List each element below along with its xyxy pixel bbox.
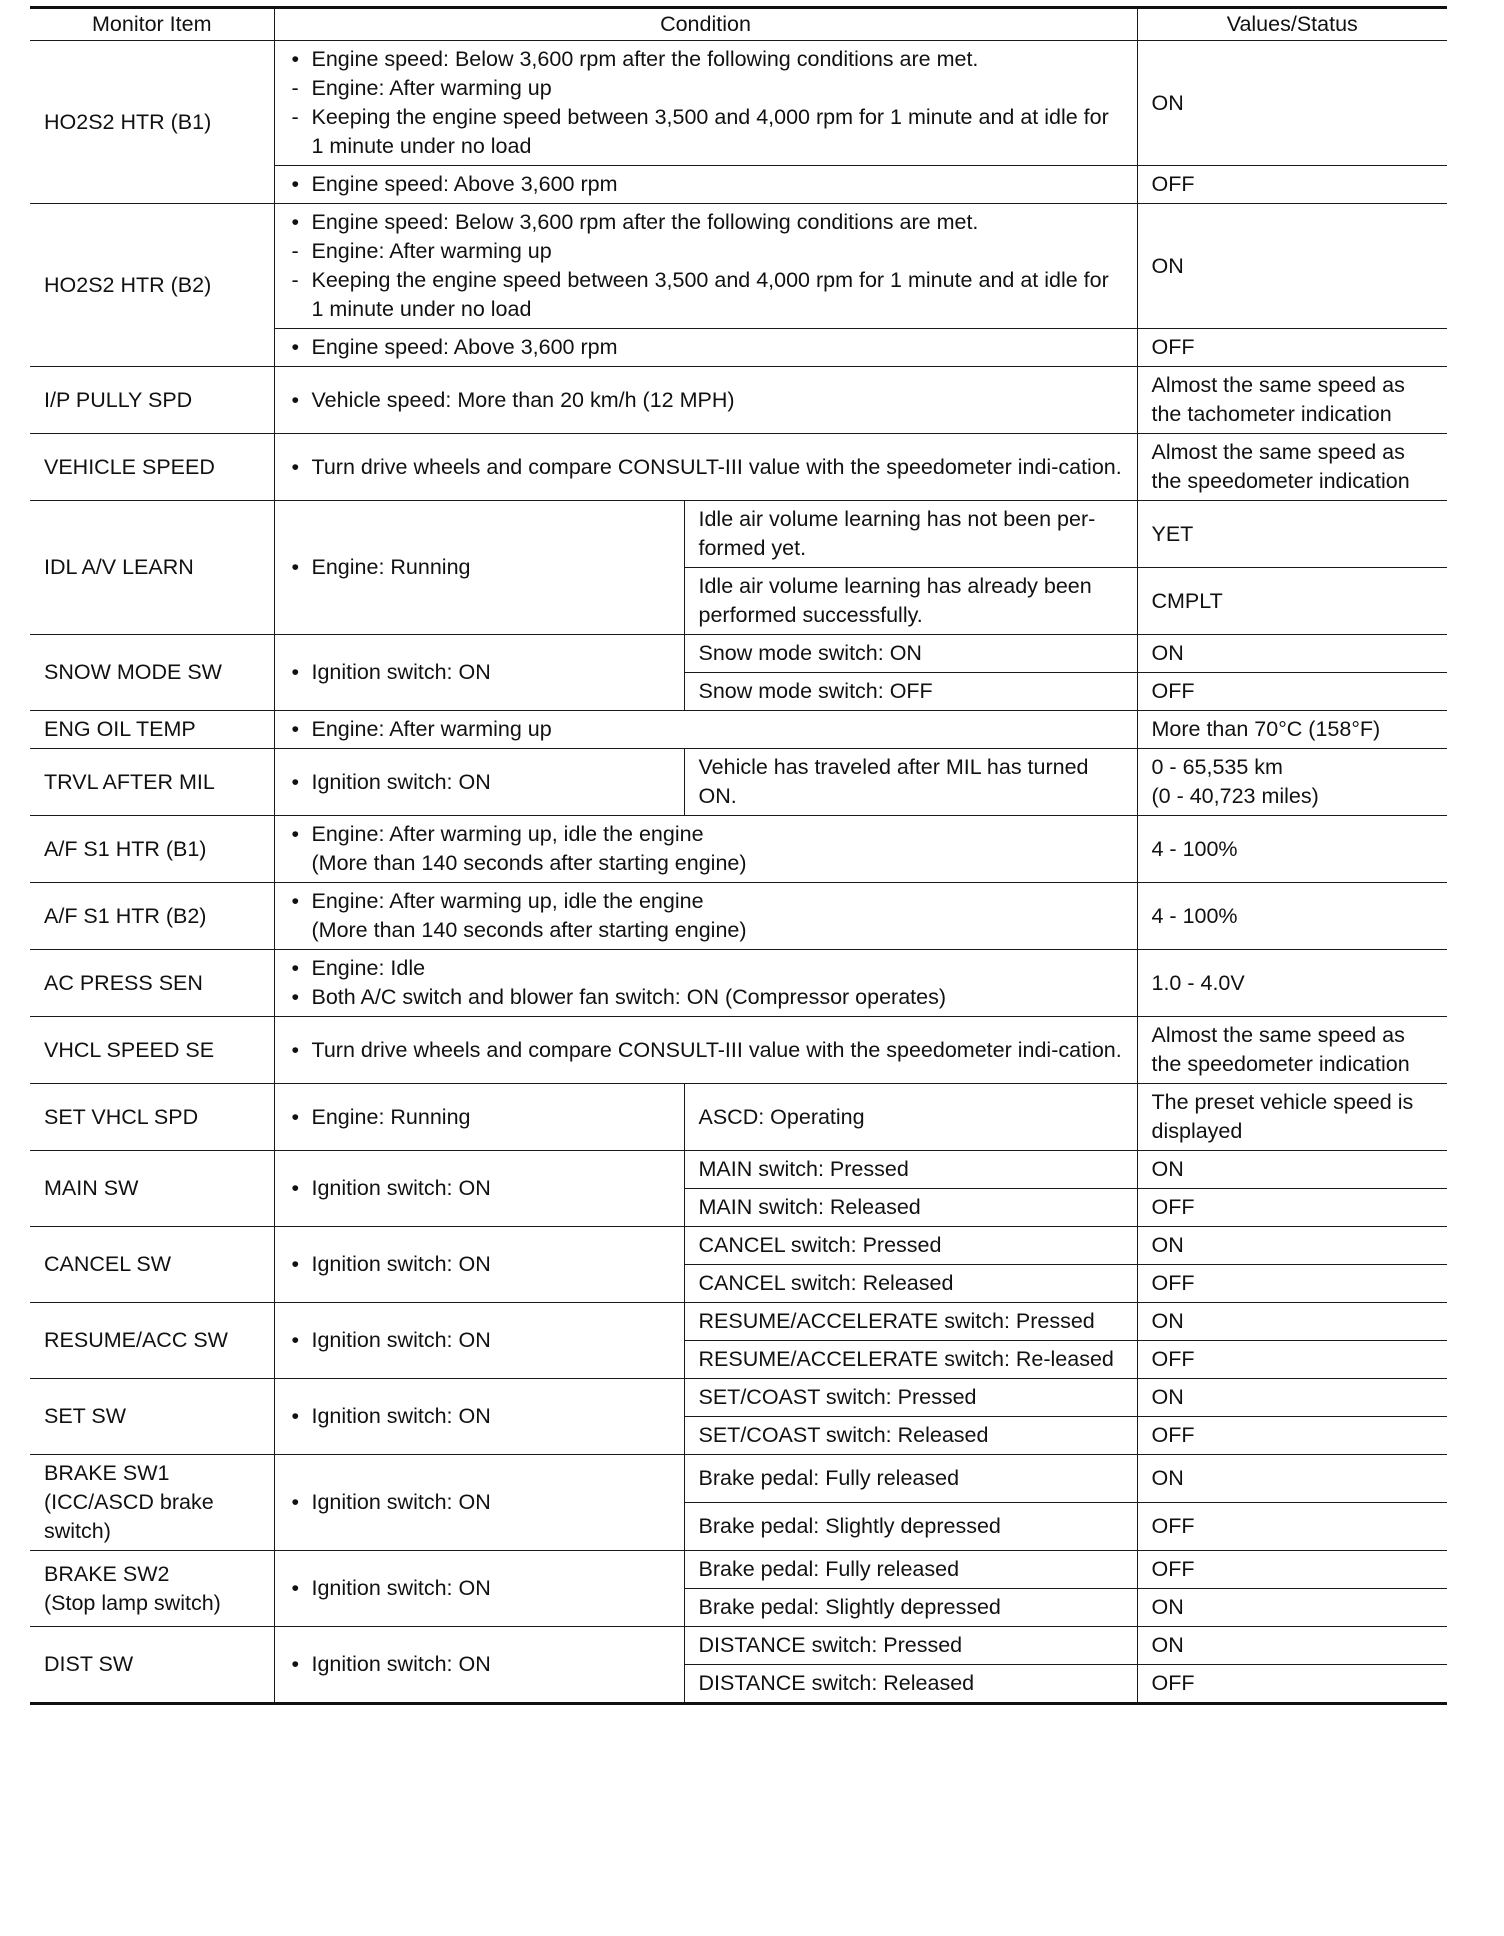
monitor-item: AC PRESS SEN <box>30 950 274 1017</box>
sub-condition-cell: Brake pedal: Slightly depressed <box>684 1589 1137 1627</box>
value-cell: CMPLT <box>1137 568 1447 635</box>
sub-condition-cell: MAIN switch: Pressed <box>684 1151 1137 1189</box>
value-cell: 4 - 100% <box>1137 816 1447 883</box>
monitor-item: SET VHCL SPD <box>30 1084 274 1151</box>
condition-line: - Engine: After warming up <box>289 237 1123 266</box>
value-cell: ON <box>1137 1303 1447 1341</box>
condition-line: • Engine: After warming up, idle the engine (More than 140 seconds after starting engine) <box>289 887 1123 945</box>
condition-line: • Engine: Idle <box>289 954 1123 983</box>
condition-cell <box>274 1227 684 1303</box>
condition-line: • Ignition switch: ON <box>289 768 670 797</box>
sub-condition-cell: RESUME/ACCELERATE switch: Re-leased <box>684 1341 1137 1379</box>
sub-condition-cell: Vehicle has traveled after MIL has turned ON. <box>684 749 1137 816</box>
monitor-item: MAIN SW <box>30 1151 274 1227</box>
table-row <box>30 950 1447 1017</box>
monitor-item: A/F S1 HTR (B2) <box>30 883 274 950</box>
monitor-item: I/P PULLY SPD <box>30 367 274 434</box>
monitor-item: SNOW MODE SW <box>30 635 274 711</box>
table-row <box>30 711 1447 749</box>
value-cell: ON <box>1137 635 1447 673</box>
condition-line: - Keeping the engine speed between 3,500 and 4,000 rpm for 1 minute and at idle for 1 minute under no load <box>289 266 1123 324</box>
value-cell: OFF <box>1137 1417 1447 1455</box>
table-row <box>30 1303 1447 1341</box>
monitor-item-table <box>30 6 1447 1705</box>
value-cell: More than 70°C (158°F) <box>1137 711 1447 749</box>
monitor-item: HO2S2 HTR (B1) <box>30 41 274 204</box>
monitor-item: TRVL AFTER MIL <box>30 749 274 816</box>
condition-line: • Engine: After warming up <box>289 715 1123 744</box>
value-cell: 0 - 65,535 km (0 - 40,723 miles) <box>1137 749 1447 816</box>
table-row <box>30 1017 1447 1084</box>
sub-condition-cell: Brake pedal: Slightly depressed <box>684 1503 1137 1551</box>
table-row <box>30 1455 1447 1503</box>
sub-condition-cell: CANCEL switch: Pressed <box>684 1227 1137 1265</box>
value-cell: ON <box>1137 1227 1447 1265</box>
value-cell: 1.0 - 4.0V <box>1137 950 1447 1017</box>
sub-condition-cell: CANCEL switch: Released <box>684 1265 1137 1303</box>
table-row <box>30 434 1447 501</box>
monitor-item-table-page <box>30 6 1447 1705</box>
value-cell: 4 - 100% <box>1137 883 1447 950</box>
value-cell: ON <box>1137 41 1447 166</box>
sub-condition-cell: Snow mode switch: ON <box>684 635 1137 673</box>
table-row <box>30 1627 1447 1665</box>
condition-cell <box>274 749 684 816</box>
condition-cell <box>274 204 1137 329</box>
monitor-item: BRAKE SW1 (ICC/ASCD brake switch) <box>30 1455 274 1551</box>
condition-cell <box>274 367 1137 434</box>
monitor-item: IDL A/V LEARN <box>30 501 274 635</box>
monitor-item: BRAKE SW2 (Stop lamp switch) <box>30 1551 274 1627</box>
table-row <box>30 1227 1447 1265</box>
table-row <box>30 41 1447 166</box>
value-cell: OFF <box>1137 166 1447 204</box>
value-cell: OFF <box>1137 1341 1447 1379</box>
condition-line: • Ignition switch: ON <box>289 1650 670 1679</box>
sub-condition-cell: MAIN switch: Released <box>684 1189 1137 1227</box>
table-row <box>30 204 1447 329</box>
condition-cell <box>274 1084 684 1151</box>
condition-line: • Ignition switch: ON <box>289 1250 670 1279</box>
table-row <box>30 1084 1447 1151</box>
value-cell: OFF <box>1137 1665 1447 1704</box>
condition-cell <box>274 1627 684 1704</box>
value-cell: OFF <box>1137 329 1447 367</box>
condition-line: • Ignition switch: ON <box>289 1326 670 1355</box>
condition-line: • Ignition switch: ON <box>289 658 670 687</box>
value-cell: ON <box>1137 1455 1447 1503</box>
table-row <box>30 1379 1447 1417</box>
condition-cell <box>274 816 1137 883</box>
header-row <box>30 8 1447 41</box>
value-cell: ON <box>1137 1379 1447 1417</box>
monitor-item: SET SW <box>30 1379 274 1455</box>
condition-cell <box>274 635 684 711</box>
sub-condition-cell: SET/COAST switch: Released <box>684 1417 1137 1455</box>
value-cell: Almost the same speed as the speedometer indication <box>1137 434 1447 501</box>
value-cell: ON <box>1137 204 1447 329</box>
condition-cell <box>274 950 1137 1017</box>
value-cell: OFF <box>1137 1503 1447 1551</box>
condition-cell <box>274 166 1137 204</box>
table-row <box>30 635 1447 673</box>
monitor-item: HO2S2 HTR (B2) <box>30 204 274 367</box>
table-row <box>30 816 1447 883</box>
monitor-item: DIST SW <box>30 1627 274 1704</box>
monitor-item: ENG OIL TEMP <box>30 711 274 749</box>
monitor-item: RESUME/ACC SW <box>30 1303 274 1379</box>
value-cell: OFF <box>1137 1551 1447 1589</box>
table-row <box>30 501 1447 568</box>
condition-cell <box>274 329 1137 367</box>
condition-line: • Engine: Running <box>289 553 670 582</box>
sub-condition-cell: ASCD: Operating <box>684 1084 1137 1151</box>
sub-condition-cell: DISTANCE switch: Pressed <box>684 1627 1137 1665</box>
condition-line: • Engine speed: Below 3,600 rpm after the following conditions are met. <box>289 208 1123 237</box>
condition-line: - Keeping the engine speed between 3,500 and 4,000 rpm for 1 minute and at idle for 1 minute under no load <box>289 103 1123 161</box>
header-monitor-item: Monitor Item <box>30 8 274 41</box>
condition-line: • Ignition switch: ON <box>289 1174 670 1203</box>
condition-cell <box>274 711 1137 749</box>
value-cell: ON <box>1137 1589 1447 1627</box>
sub-condition-cell: SET/COAST switch: Pressed <box>684 1379 1137 1417</box>
condition-line: • Turn drive wheels and compare CONSULT-III value with the speedometer indi-cation. <box>289 453 1123 482</box>
condition-cell <box>274 1151 684 1227</box>
condition-line: • Vehicle speed: More than 20 km/h (12 MPH) <box>289 386 1123 415</box>
condition-line: • Both A/C switch and blower fan switch: ON (Compressor operates) <box>289 983 1123 1012</box>
value-cell: OFF <box>1137 1265 1447 1303</box>
monitor-item: A/F S1 HTR (B1) <box>30 816 274 883</box>
table-row <box>30 883 1447 950</box>
condition-cell <box>274 501 684 635</box>
condition-cell <box>274 1379 684 1455</box>
header-values-status: Values/Status <box>1137 8 1447 41</box>
sub-condition-cell: Snow mode switch: OFF <box>684 673 1137 711</box>
condition-line: • Engine: After warming up, idle the engine (More than 140 seconds after starting engine) <box>289 820 1123 878</box>
condition-cell <box>274 883 1137 950</box>
sub-condition-cell: Brake pedal: Fully released <box>684 1551 1137 1589</box>
sub-condition-cell: Idle air volume learning has not been per-formed yet. <box>684 501 1137 568</box>
sub-condition-cell: Brake pedal: Fully released <box>684 1455 1137 1503</box>
table-row <box>30 367 1447 434</box>
sub-condition-cell: Idle air volume learning has already been performed successfully. <box>684 568 1137 635</box>
condition-cell <box>274 41 1137 166</box>
table-row <box>30 749 1447 816</box>
condition-cell <box>274 434 1137 501</box>
value-cell: OFF <box>1137 1189 1447 1227</box>
monitor-item: CANCEL SW <box>30 1227 274 1303</box>
value-cell: The preset vehicle speed is displayed <box>1137 1084 1447 1151</box>
table-row <box>30 1551 1447 1589</box>
sub-condition-cell: DISTANCE switch: Released <box>684 1665 1137 1704</box>
condition-cell <box>274 1455 684 1551</box>
value-cell: Almost the same speed as the speedometer indication <box>1137 1017 1447 1084</box>
condition-cell <box>274 1303 684 1379</box>
sub-condition-cell: RESUME/ACCELERATE switch: Pressed <box>684 1303 1137 1341</box>
value-cell: ON <box>1137 1151 1447 1189</box>
monitor-item: VHCL SPEED SE <box>30 1017 274 1084</box>
condition-line: • Engine speed: Below 3,600 rpm after the following conditions are met. <box>289 45 1123 74</box>
condition-line: • Ignition switch: ON <box>289 1402 670 1431</box>
monitor-item: VEHICLE SPEED <box>30 434 274 501</box>
value-cell: Almost the same speed as the tachometer indication <box>1137 367 1447 434</box>
value-cell: ON <box>1137 1627 1447 1665</box>
condition-line: • Turn drive wheels and compare CONSULT-III value with the speedometer indi-cation. <box>289 1036 1123 1065</box>
header-condition: Condition <box>274 8 1137 41</box>
value-cell: OFF <box>1137 673 1447 711</box>
value-cell: YET <box>1137 501 1447 568</box>
condition-line: • Ignition switch: ON <box>289 1488 670 1517</box>
condition-cell <box>274 1017 1137 1084</box>
condition-line: • Engine speed: Above 3,600 rpm <box>289 333 1123 362</box>
condition-cell <box>274 1551 684 1627</box>
condition-line: - Engine: After warming up <box>289 74 1123 103</box>
condition-line: • Engine: Running <box>289 1103 670 1132</box>
condition-line: • Ignition switch: ON <box>289 1574 670 1603</box>
table-row <box>30 1151 1447 1189</box>
condition-line: • Engine speed: Above 3,600 rpm <box>289 170 1123 199</box>
